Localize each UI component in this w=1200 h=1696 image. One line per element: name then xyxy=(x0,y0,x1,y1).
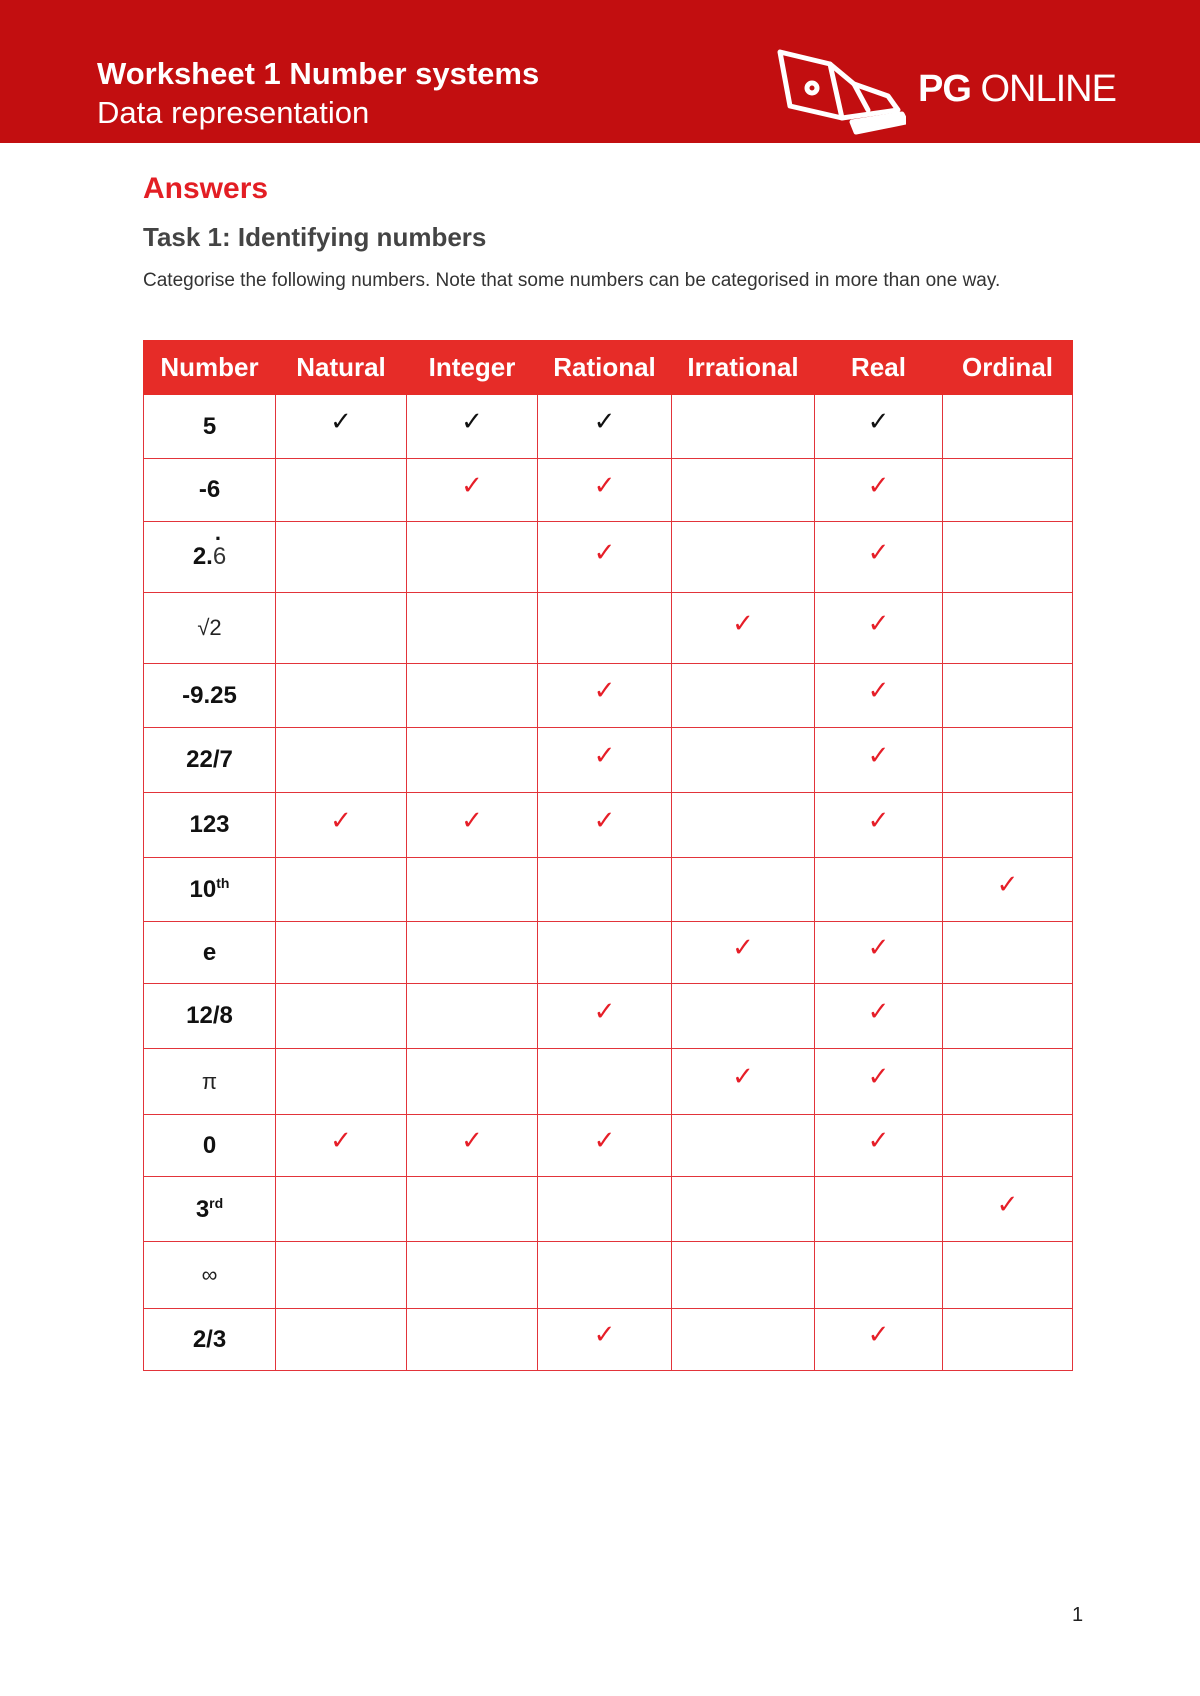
cell-natural xyxy=(276,1242,407,1309)
number-cell xyxy=(144,922,276,984)
cell-rational xyxy=(538,984,672,1049)
cell-ordinal xyxy=(943,1177,1073,1242)
number-cell xyxy=(144,728,276,793)
cell-irrational xyxy=(672,1115,815,1177)
check-mark-icon: ✓ xyxy=(867,1319,890,1349)
cell-rational xyxy=(538,1049,672,1115)
cell-real xyxy=(815,1309,943,1371)
cell-rational xyxy=(538,1177,672,1242)
cell-integer xyxy=(407,522,538,593)
cell-ordinal xyxy=(943,728,1073,793)
cell-integer xyxy=(407,395,538,459)
table-row xyxy=(144,984,1073,1049)
number-cell xyxy=(144,664,276,728)
number-cell xyxy=(144,1115,276,1177)
cell-irrational xyxy=(672,1049,815,1115)
check-mark-icon: ✓ xyxy=(461,406,483,436)
cell-real xyxy=(815,1177,943,1242)
table-row xyxy=(144,922,1073,984)
check-mark-icon: ✓ xyxy=(732,1061,754,1091)
cell-rational xyxy=(538,728,672,793)
cell-rational xyxy=(538,858,672,922)
number-cell xyxy=(144,984,276,1049)
check-mark-icon: ✓ xyxy=(996,1188,1019,1219)
cell-ordinal xyxy=(943,1309,1073,1371)
number-cell xyxy=(144,395,276,459)
task-instructions: Categorise the following numbers. Note that some numbers can be categorised in more than one way. xyxy=(143,270,1001,291)
check-mark-icon: ✓ xyxy=(867,406,890,436)
page-number: 1 xyxy=(1072,1604,1084,1626)
cell-natural xyxy=(276,1115,407,1177)
ordinal-suffix: rd xyxy=(209,1194,224,1211)
worksheet-subtitle: Data representation xyxy=(97,95,370,130)
check-mark-icon: ✓ xyxy=(593,1319,616,1349)
ordinal-base: 3 xyxy=(195,1195,210,1223)
pg-online-logo xyxy=(776,48,1116,136)
cell-natural xyxy=(276,858,407,922)
column-header-ordinal: Ordinal xyxy=(943,341,1073,395)
cell-ordinal xyxy=(943,664,1073,728)
cell-integer xyxy=(407,1115,538,1177)
cell-rational xyxy=(538,395,672,459)
cell-natural xyxy=(276,984,407,1049)
check-mark-icon: ✓ xyxy=(867,1061,890,1091)
table-row xyxy=(144,1049,1073,1115)
check-mark-icon: ✓ xyxy=(867,536,890,567)
check-mark-icon: ✓ xyxy=(330,406,352,436)
number-value: 22/7 xyxy=(186,746,233,773)
cell-real xyxy=(815,1049,943,1115)
brand-pg: PG xyxy=(918,68,971,110)
check-mark-icon: ✓ xyxy=(867,804,890,835)
number-cell xyxy=(144,858,276,922)
check-mark-icon: ✓ xyxy=(593,995,616,1026)
cell-natural xyxy=(276,728,407,793)
cell-natural xyxy=(276,593,407,664)
check-mark-icon: ✓ xyxy=(593,804,616,835)
cell-irrational xyxy=(672,459,815,522)
cell-real xyxy=(815,793,943,858)
check-mark-icon: ✓ xyxy=(593,1125,616,1155)
brand-wordmark xyxy=(918,68,1116,111)
table-header-row xyxy=(144,341,1073,395)
table-row xyxy=(144,1242,1073,1309)
cell-irrational xyxy=(672,1177,815,1242)
column-header-number: Number xyxy=(144,341,276,395)
cell-natural xyxy=(276,793,407,858)
cell-rational xyxy=(538,793,672,858)
cell-rational xyxy=(538,522,672,593)
number-value: -6 xyxy=(198,476,221,503)
cell-rational xyxy=(538,1242,672,1309)
brand-online: ONLINE xyxy=(980,68,1116,110)
cell-ordinal xyxy=(943,922,1073,984)
task-title: Task 1: Identifying numbers xyxy=(143,222,487,252)
check-mark-icon: ✓ xyxy=(867,607,890,638)
answers-heading: Answers xyxy=(143,172,269,205)
cell-real xyxy=(815,459,943,522)
cell-natural xyxy=(276,1309,407,1371)
number-value: -9.25 xyxy=(182,681,237,709)
cell-integer xyxy=(407,664,538,728)
cell-natural xyxy=(276,459,407,522)
cell-ordinal xyxy=(943,1049,1073,1115)
table-row xyxy=(144,395,1073,459)
cell-irrational xyxy=(672,922,815,984)
cell-integer xyxy=(407,922,538,984)
cell-real xyxy=(815,858,943,922)
header-banner xyxy=(0,0,1200,143)
check-mark-icon: ✓ xyxy=(461,1125,483,1155)
number-value: e xyxy=(202,938,217,966)
check-mark-icon: ✓ xyxy=(732,607,754,638)
number-cell xyxy=(144,1309,276,1371)
table-row xyxy=(144,858,1073,922)
cell-irrational xyxy=(672,395,815,459)
cell-irrational xyxy=(672,1242,815,1309)
cell-ordinal xyxy=(943,793,1073,858)
check-mark-icon: ✓ xyxy=(593,675,616,705)
cell-integer xyxy=(407,858,538,922)
cell-ordinal xyxy=(943,1242,1073,1309)
number-cell xyxy=(144,1049,276,1115)
column-header-real: Real xyxy=(815,341,943,395)
check-mark-icon: ✓ xyxy=(867,469,890,500)
number-value: 0 xyxy=(202,1131,217,1159)
cell-irrational xyxy=(672,593,815,664)
number-value: 2/3 xyxy=(192,1325,227,1353)
number-value: √2 xyxy=(197,615,222,640)
cell-natural xyxy=(276,922,407,984)
cell-integer xyxy=(407,984,538,1049)
number-cell xyxy=(144,1177,276,1242)
ordinal-base: 10 xyxy=(189,876,217,903)
cell-ordinal xyxy=(943,593,1073,664)
table-row xyxy=(144,1177,1073,1242)
cell-ordinal xyxy=(943,459,1073,522)
number-cell xyxy=(144,1242,276,1309)
cell-ordinal xyxy=(943,858,1073,922)
cell-integer xyxy=(407,793,538,858)
cell-natural xyxy=(276,664,407,728)
cell-natural xyxy=(276,522,407,593)
check-mark-icon: ✓ xyxy=(593,536,616,567)
table-row xyxy=(144,1309,1073,1371)
cell-natural xyxy=(276,395,407,459)
ordinal-suffix: th xyxy=(216,875,230,891)
number-value: π xyxy=(201,1068,218,1094)
column-header-irrational: Irrational xyxy=(672,341,815,395)
cell-real xyxy=(815,728,943,793)
check-mark-icon: ✓ xyxy=(732,932,754,962)
check-mark-icon: ✓ xyxy=(593,406,616,436)
cell-real xyxy=(815,1242,943,1309)
check-mark-icon: ✓ xyxy=(867,932,890,962)
check-mark-icon: ✓ xyxy=(461,804,483,835)
number-cell xyxy=(144,459,276,522)
cell-rational xyxy=(538,1309,672,1371)
check-mark-icon: ✓ xyxy=(867,739,890,770)
table-row xyxy=(144,1115,1073,1177)
cell-real xyxy=(815,664,943,728)
recurring-digit: · 6 xyxy=(213,543,226,570)
cell-real xyxy=(815,1115,943,1177)
cell-irrational xyxy=(672,664,815,728)
cell-rational xyxy=(538,664,672,728)
cell-ordinal xyxy=(943,1115,1073,1177)
table-row xyxy=(144,728,1073,793)
number-value: 5 xyxy=(202,412,217,440)
number-value: 123 xyxy=(189,811,230,838)
check-mark-icon: ✓ xyxy=(867,1125,890,1155)
cell-integer xyxy=(407,593,538,664)
check-mark-icon: ✓ xyxy=(330,1125,352,1155)
check-mark-icon: ✓ xyxy=(593,739,616,770)
cell-real xyxy=(815,522,943,593)
column-header-natural: Natural xyxy=(276,341,407,395)
cell-irrational xyxy=(672,728,815,793)
number-cell xyxy=(144,793,276,858)
cell-rational xyxy=(538,459,672,522)
column-header-rational: Rational xyxy=(538,341,672,395)
table-body xyxy=(144,395,1073,1371)
table-row xyxy=(144,593,1073,664)
cell-ordinal xyxy=(943,395,1073,459)
number-value: 12/8 xyxy=(186,1002,233,1029)
cell-integer xyxy=(407,1309,538,1371)
table-row xyxy=(144,522,1073,593)
cell-irrational xyxy=(672,984,815,1049)
cell-integer xyxy=(407,1049,538,1115)
cell-real xyxy=(815,395,943,459)
cell-rational xyxy=(538,593,672,664)
number-value: ∞ xyxy=(201,1262,218,1287)
number-classification-table xyxy=(143,340,1073,1371)
check-mark-icon: ✓ xyxy=(996,869,1019,899)
table-row xyxy=(144,459,1073,522)
worksheet-title: Worksheet 1 Number systems xyxy=(97,56,540,91)
decimal-whole: 2. xyxy=(192,543,213,570)
cell-ordinal xyxy=(943,984,1073,1049)
column-header-integer: Integer xyxy=(407,341,538,395)
cell-irrational xyxy=(672,793,815,858)
cell-irrational xyxy=(672,522,815,593)
number-cell xyxy=(144,522,276,593)
cell-natural xyxy=(276,1177,407,1242)
check-mark-icon: ✓ xyxy=(867,675,890,705)
check-mark-icon: ✓ xyxy=(593,469,616,500)
check-mark-icon: ✓ xyxy=(461,469,483,500)
cell-integer xyxy=(407,459,538,522)
cell-real xyxy=(815,984,943,1049)
cell-real xyxy=(815,922,943,984)
cell-rational xyxy=(538,1115,672,1177)
cell-irrational xyxy=(672,1309,815,1371)
number-cell xyxy=(144,593,276,664)
check-mark-icon: ✓ xyxy=(867,995,890,1026)
cell-real xyxy=(815,593,943,664)
cell-ordinal xyxy=(943,522,1073,593)
cell-irrational xyxy=(672,858,815,922)
cell-integer xyxy=(407,728,538,793)
cell-integer xyxy=(407,1177,538,1242)
laptop-icon xyxy=(776,48,906,136)
check-mark-icon: ✓ xyxy=(330,804,352,835)
table-row xyxy=(144,664,1073,728)
cell-integer xyxy=(407,1242,538,1309)
table-row xyxy=(144,793,1073,858)
cell-natural xyxy=(276,1049,407,1115)
cell-rational xyxy=(538,922,672,984)
